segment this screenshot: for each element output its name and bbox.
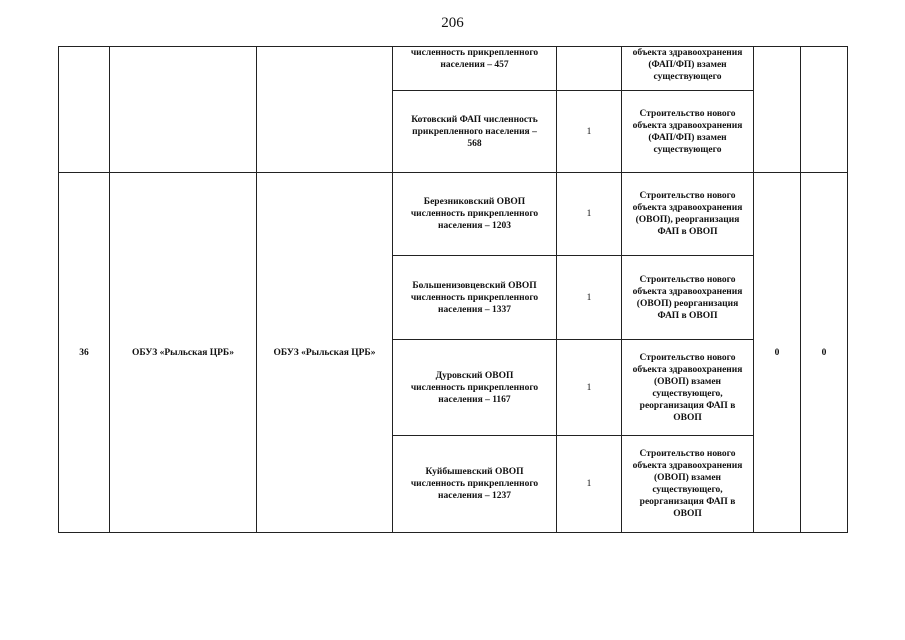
value-b-cell <box>801 47 848 173</box>
facility-action: объекта здравоохранения (ФАП/ФП) взамен существующего <box>632 48 743 82</box>
facility-name: численность прикрепленного населения – 457 <box>410 48 539 70</box>
facility-action: Строительство нового объекта здравоохранения (ФАП/ФП) взамен существующего <box>632 108 743 155</box>
facility-count: 1 <box>586 126 592 137</box>
facility-count-cell <box>557 91 622 173</box>
value-a-cell <box>754 173 801 533</box>
facility-name-cell <box>393 436 557 533</box>
org2-cell <box>257 173 393 533</box>
facilities-table <box>58 46 848 533</box>
org-cell <box>110 173 257 533</box>
facility-action: Строительство нового объекта здравоохранения (ОВОП) взамен существующего, реорганизация ФАП в ОВОП <box>632 352 743 423</box>
table-row <box>59 173 848 256</box>
facility-count-cell <box>557 340 622 436</box>
facility-action-cell <box>622 47 754 91</box>
facility-name-cell <box>393 340 557 436</box>
facility-action: Строительство нового объекта здравоохранения (ОВОП) реорганизация ФАП в ОВОП <box>632 274 743 321</box>
facility-name-cell <box>393 91 557 173</box>
facility-count-cell <box>557 436 622 533</box>
facility-name-cell <box>393 256 557 340</box>
facility-count-cell <box>557 47 622 91</box>
facility-action: Строительство нового объекта здравоохранения (ОВОП) взамен существующего, реорганизация ФАП в ОВОП <box>632 449 743 519</box>
facility-name-cell <box>393 173 557 256</box>
value-a-cell <box>754 47 801 173</box>
page-number: 206 <box>441 15 464 31</box>
org-cell <box>110 47 257 173</box>
value-a: 0 <box>774 347 780 358</box>
facility-count: 1 <box>586 209 592 219</box>
facility-action-cell <box>622 91 754 173</box>
facility-count-cell <box>557 173 622 256</box>
number-cell <box>59 173 110 533</box>
facility-name-cell <box>393 47 557 91</box>
facility-count: 1 <box>586 479 592 489</box>
facility-name: Котовский ФАП численность прикрепленного населения – 568 <box>411 114 538 149</box>
table-row <box>59 47 848 91</box>
value-b: 0 <box>821 347 827 358</box>
facility-count: 1 <box>586 382 592 393</box>
facility-name: Березниковский ОВОП численность прикрепленного населения – 1203 <box>410 197 539 231</box>
org-name-2: ОБУЗ «Рыльская ЦРБ» <box>273 347 376 358</box>
org-name: ОБУЗ «Рыльская ЦРБ» <box>132 347 234 358</box>
facility-action-cell <box>622 256 754 340</box>
facility-action-cell <box>622 173 754 256</box>
facility-action: Строительство нового объекта здравоохранения (ОВОП), реорганизация ФАП в ОВОП <box>632 191 743 237</box>
row-number: 36 <box>79 347 89 358</box>
facility-count: 1 <box>586 292 592 303</box>
value-b-cell <box>801 173 848 533</box>
number-cell <box>59 47 110 173</box>
facility-name: Большенизовцевский ОВОП численность прикрепленного населения – 1337 <box>410 280 539 315</box>
facility-action-cell <box>622 436 754 533</box>
facility-name: Куйбышевский ОВОП численность прикрепленного населения – 1237 <box>410 467 539 501</box>
facility-count-cell <box>557 256 622 340</box>
org2-cell <box>257 47 393 173</box>
facility-action-cell <box>622 340 754 436</box>
facility-name: Дуровский ОВОП численность прикрепленного населения – 1167 <box>410 370 539 405</box>
